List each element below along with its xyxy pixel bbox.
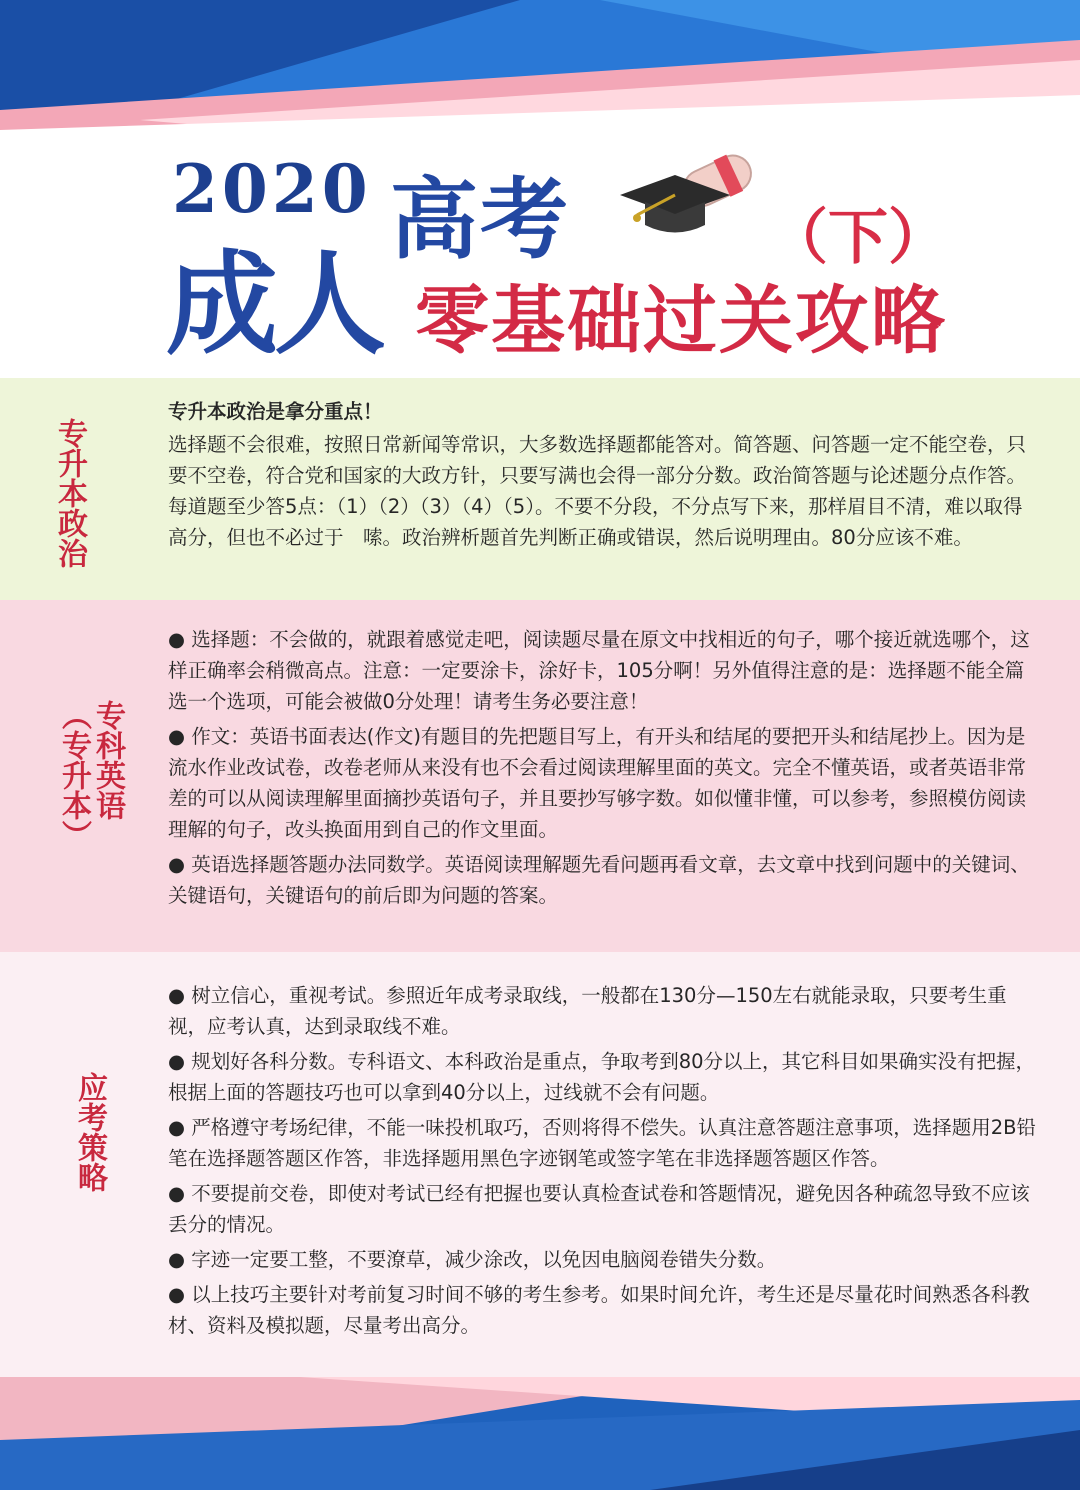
section-politics-heading: 专升本政治是拿分重点！ <box>168 400 383 423</box>
title-year: 2020 <box>172 150 372 228</box>
section-politics-paragraph: 选择题不会很难，按照日常新闻等常识，大多数选择题都能答对。简答题、问答题一定不能空卷，只要不空卷，符合党和国家的大政方针，只要写满也会得一部分分数。政治简答题与论述题分点作答。每道题至少答5点：（1）（2）（3）（4）（5）。不要不分段，不分点写下来，那样眉目不清，难以取得高分，但也不必过于 嗦。政治辨析题首先判断正确或错误，然后说明理由。80分应该不难。 <box>168 433 1027 549</box>
list-item: ● 英语选择题答题办法同数学。英语阅读理解题先看问题再看文章，去文章中找到问题中的关键词、关键语句，关键语句的前后即为问题的答案。 <box>168 849 1038 911</box>
list-item: ● 选择题：不会做的，就跟着感觉走吧，阅读题尽量在原文中找相近的句子，哪个接近就选哪个，这样正确率会稍微高点。注意：一定要涂卡，涂好卡，105分啊！另外值得注意的是：选择题不能全篇选一个选项，可能会被做0分处理！请考生务必要注意！ <box>168 624 1038 717</box>
section-politics-content <box>168 396 1038 557</box>
section-politics-label: 专升本政治 <box>52 418 87 568</box>
title-subtitle: 零基础过关攻略 <box>415 278 947 364</box>
section-strategy-content <box>168 980 1038 1345</box>
list-item: ● 作文：英语书面表达(作文)有题目的先把题目写上，有开头和结尾的要把开头和结尾抄上。因为是流水作业改试卷，改卷老师从来没有也不会看过阅读理解里面的英文。完全不懂英语，或者英语非常差的可以从阅读理解里面摘抄英语句子，并且要抄写够字数。如似懂非懂，可以参考，参照模仿阅读理解的句子，改头换面用到自己的作文里面。 <box>168 721 1038 845</box>
list-item: ● 不要提前交卷，即使对考试已经有把握也要认真检查试卷和答题情况，避免因各种疏忽导致不应该丢分的情况。 <box>168 1178 1038 1240</box>
list-item: ● 字迹一定要工整，不要潦草，减少涂改，以免因电脑阅卷错失分数。 <box>168 1244 1038 1275</box>
list-item: ● 规划好各科分数。专科语文、本科政治是重点，争取考到80分以上，其它科目如果确实没有把握，根据上面的答题技巧也可以拿到40分以上，过线就不会有问题。 <box>168 1046 1038 1108</box>
title-main-left: 成人 <box>166 240 382 370</box>
section-english-label: 专科英语（专升本） <box>56 700 125 850</box>
list-item: ● 树立信心，重视考试。参照近年成考录取线，一般都在130分—150左右就能录取，只要考生重视，应考认真，达到录取线不难。 <box>168 980 1038 1042</box>
section-english <box>0 600 1080 952</box>
section-politics <box>0 378 1080 600</box>
section-strategy-label: 应考策略 <box>72 1072 107 1192</box>
section-strategy <box>0 952 1080 1377</box>
title-part: （下） <box>768 203 948 273</box>
list-item: ● 严格遵守考场纪律，不能一味投机取巧，否则将得不偿失。认真注意答题注意事项，选择题用2B铅笔在选择题答题区作答，非选择题用黑色字迹钢笔或签字笔在非选择题答题区作答。 <box>168 1112 1038 1174</box>
title-main-right: 高考 <box>390 168 571 271</box>
graduation-cap-icon <box>615 140 765 250</box>
list-item: ● 以上技巧主要针对考前复习时间不够的考生参考。如果时间允许，考生还是尽量花时间熟悉各科教材、资料及模拟题，尽量考出高分。 <box>168 1279 1038 1341</box>
section-english-content <box>168 624 1038 915</box>
